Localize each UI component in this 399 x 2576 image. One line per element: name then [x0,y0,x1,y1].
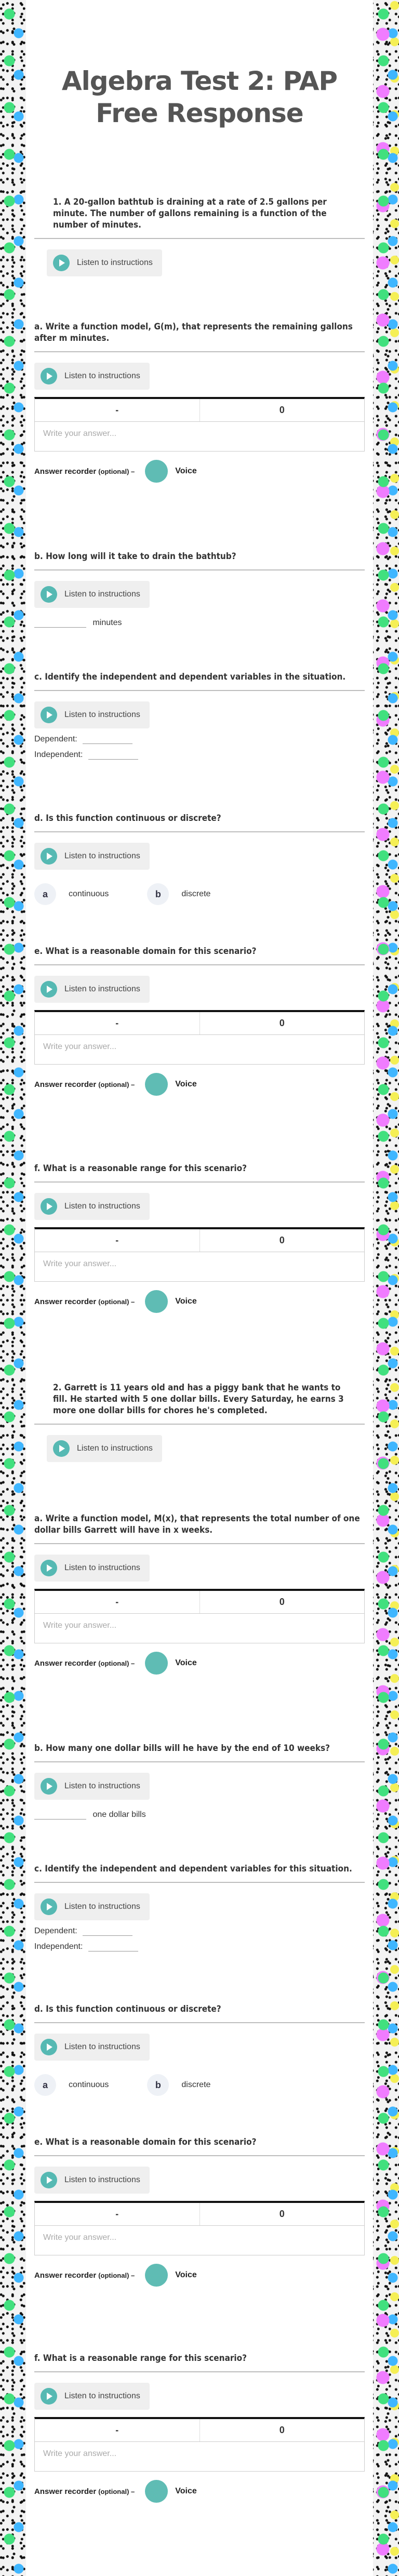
choice-letter: a [34,883,56,905]
question-text-start: f. What is a reasonable [34,1163,140,1174]
minus-tool[interactable]: - [115,1597,119,1607]
listen-button[interactable] [34,581,150,608]
listen-button[interactable] [34,701,150,728]
question-2c [34,1863,365,1951]
divider [34,964,365,965]
question-1d-text: d. Is this function continuous or discrete? [34,813,221,824]
question-1e [34,946,365,1096]
listen-button[interactable] [34,976,150,1003]
recorder-label: Answer recorder [34,1297,97,1306]
independent-row [34,750,365,760]
listen-label: Listen to instructions [64,1782,140,1790]
independent-label: Independent: [34,1942,83,1951]
problem-2-intro [34,1382,365,1462]
question-2d [34,2003,365,2096]
record-voice-button[interactable] [145,2264,168,2287]
choice-label: discrete [181,889,211,898]
voice-label: Voice [175,2270,197,2279]
header [0,0,399,187]
answer-recorder [34,1652,365,1675]
zero-tool[interactable]: 0 [200,1012,365,1034]
dependent-row [34,1927,365,1936]
math-answer-box[interactable] [34,1227,365,1282]
answer-recorder [34,1290,365,1313]
question-2d-text: d. Is this function continuous or discrete? [34,2004,221,2014]
listen-button[interactable] [34,363,150,390]
question-2a-text: a. Write a function model, M(x), that represents the total number of one dollar bills Garrett will have in x weeks. [34,1513,360,1535]
play-icon [53,1440,70,1457]
question-keyword: range [140,1163,166,1174]
recorder-label: Answer recorder [34,2270,97,2280]
choice-label: discrete [181,2080,211,2089]
question-text-end: for this scenario? [176,946,257,957]
divider [34,1181,365,1183]
divider [34,569,365,570]
question-2b-text: b. How many one dollar bills will he have by the end of 10 weeks? [34,1743,330,1754]
question-1d [34,813,365,905]
record-voice-button[interactable] [145,2480,168,2503]
play-icon [41,1560,57,1576]
play-icon [41,2172,57,2188]
recorder-optional: (optional) – [98,1080,135,1088]
dependent-blank[interactable] [83,735,132,744]
answer-blank[interactable] [34,617,86,628]
question-1a-text: a. Write a function model, G(m), that represents the remaining gallons after m minutes. [34,322,353,343]
question-1f [34,1163,365,1313]
divider [34,690,365,691]
math-toolbar [35,1229,364,1252]
answer-recorder [34,2264,365,2287]
answer-unit: one dollar bills [92,1810,146,1819]
zero-tool[interactable]: 0 [200,1591,365,1613]
answer-input[interactable]: Write your answer... [43,1621,117,1630]
answer-input[interactable]: Write your answer... [43,2233,117,2242]
answer-unit: minutes [92,618,122,627]
question-keyword: domain [142,2137,176,2147]
answer-input[interactable]: Write your answer... [43,1042,117,1051]
divider [34,2155,365,2156]
listen-label: Listen to instructions [64,1902,140,1911]
question-text-start: e. What is a reasonable [34,2137,143,2147]
question-1f-text [34,1163,365,1174]
listen-label: Listen to instructions [64,1202,140,1211]
answer-input[interactable]: Write your answer... [43,429,117,438]
question-2e [34,2136,365,2287]
play-icon [41,2039,57,2055]
problem-1-intro [34,196,365,276]
voice-label: Voice [175,1658,197,1667]
zero-tool[interactable]: 0 [200,2203,365,2225]
question-2c-text: c. Identify the independent and dependent variables for this situation. [34,1864,352,1874]
question-1a [34,321,365,483]
record-voice-button[interactable] [145,1290,168,1313]
record-voice-button[interactable] [145,1652,168,1675]
question-keyword: range [140,2353,166,2363]
listen-button[interactable] [34,843,150,870]
recorder-optional: (optional) – [98,1297,135,1306]
play-icon [41,368,57,384]
answer-recorder [34,2480,365,2503]
recorder-optional: (optional) – [98,467,135,475]
independent-blank[interactable] [88,750,138,760]
zero-tool[interactable]: 0 [200,399,365,421]
math-answer-box[interactable] [34,397,365,452]
question-1c [34,671,365,760]
listen-label: Listen to instructions [64,2175,140,2184]
recorder-optional: (optional) – [98,2487,135,2495]
answer-row [34,617,365,628]
problem-2-text: 2. Garrett is 11 years old and has a piggy bank that he wants to fill. He started with 5 one dollar bills. Every Saturday, he earns 3 more one dollar bills for chores he's completed. [53,1383,344,1416]
math-answer-box[interactable] [34,2417,365,2472]
minus-tool[interactable]: - [115,2425,119,2435]
dependent-label: Dependent: [34,735,77,743]
answer-blank[interactable] [34,1809,86,1820]
question-text-start: f. What is a reasonable [34,2353,140,2363]
listen-button[interactable] [34,1893,150,1920]
dependent-label: Dependent: [34,1927,77,1935]
play-icon [41,1898,57,1915]
math-toolbar [35,1012,364,1035]
answer-recorder [34,460,365,483]
math-toolbar [35,1591,364,1614]
question-1b-text: b. How long will it take to drain the bathtub? [34,551,236,562]
question-2e-text [34,2136,365,2148]
minus-tool[interactable]: - [115,1235,119,1245]
math-toolbar [35,399,364,422]
play-icon [41,707,57,723]
voice-label: Voice [175,467,197,475]
choice-letter: a [34,2074,56,2096]
math-answer-box[interactable] [34,1010,365,1065]
listen-label: Listen to instructions [64,2042,140,2051]
listen-button[interactable] [34,2167,150,2194]
math-toolbar [35,2419,364,2442]
divider [34,1424,365,1425]
question-text-start: e. What is a reasonable [34,946,143,957]
recorder-label: Answer recorder [34,467,97,476]
question-keyword: domain [142,946,176,957]
question-2f-text [34,2353,365,2364]
voice-label: Voice [175,2487,197,2495]
question-2a [34,1513,365,1675]
play-icon [53,255,70,271]
divider [34,1543,365,1544]
math-answer-box[interactable] [34,1589,365,1643]
question-text-end: for this scenario? [166,2353,247,2363]
listen-button[interactable] [47,249,162,276]
answer-input[interactable]: Write your answer... [43,2449,117,2458]
listen-button[interactable] [47,1435,162,1462]
listen-label: Listen to instructions [64,2392,140,2400]
recorder-label: Answer recorder [34,1080,97,1089]
record-voice-button[interactable] [145,460,168,483]
listen-button[interactable] [34,1555,150,1582]
recorder-optional: (optional) – [98,1659,135,1667]
listen-label: Listen to instructions [64,852,140,860]
problem-1-text: 1. A 20-gallon bathtub is draining at a rate of 2.5 gallons per minute. The number of gallons remaining is a function of the number of minutes. [53,197,327,230]
listen-button[interactable] [34,1773,150,1800]
question-2f [34,2353,365,2503]
listen-label: Listen to instructions [64,710,140,719]
question-1b [34,551,365,628]
page-title: Algebra Test 2: PAP Free Response [61,66,338,128]
choice-label: continuous [69,889,109,898]
record-voice-button[interactable] [145,1073,168,1096]
play-icon [41,1198,57,1215]
divider [34,831,365,832]
choice-label: continuous [69,2080,109,2089]
play-icon [41,2388,57,2405]
divider [34,238,365,239]
choice-letter: b [147,883,169,905]
play-icon [41,848,57,865]
question-1c-text: c. Identify the independent and dependent variables in the situation. [34,672,346,682]
voice-label: Voice [175,1080,197,1088]
math-answer-box[interactable] [34,2201,365,2255]
question-text-end: for this scenario? [176,2137,257,2147]
math-toolbar [35,2203,364,2226]
minus-tool[interactable]: - [115,405,119,415]
independent-row [34,1942,365,1951]
choice-letter: b [147,2074,169,2096]
listen-label: Listen to instructions [64,985,140,993]
listen-button[interactable] [34,2383,150,2410]
divider [34,2022,365,2023]
choice-discrete[interactable] [147,2074,210,2096]
minus-tool[interactable]: - [115,1018,119,1028]
answer-input[interactable]: Write your answer... [43,1259,117,1268]
choice-continuous[interactable] [34,883,109,905]
dependent-row [34,735,365,744]
recorder-optional: (optional) – [98,2271,135,2279]
zero-tool[interactable]: 0 [200,1229,365,1252]
play-icon [41,1778,57,1795]
play-icon [41,586,57,603]
listen-button[interactable] [34,1193,150,1220]
recorder-label: Answer recorder [34,1658,97,1668]
listen-label: Listen to instructions [77,258,153,267]
independent-label: Independent: [34,750,83,759]
independent-blank[interactable] [88,1942,138,1951]
listen-label: Listen to instructions [64,1563,140,1572]
choice-group [34,2074,365,2096]
answer-recorder [34,1073,365,1096]
listen-label: Listen to instructions [64,590,140,599]
choice-continuous[interactable] [34,2074,109,2096]
play-icon [41,981,57,998]
listen-label: Listen to instructions [64,371,140,380]
question-1e-text [34,946,365,957]
listen-label: Listen to instructions [77,1444,153,1453]
divider [34,2371,365,2372]
dependent-blank[interactable] [83,1927,132,1936]
answer-row [34,1809,365,1820]
question-2b [34,1743,365,1820]
title-box [45,58,354,136]
divider [34,1882,365,1883]
minus-tool[interactable]: - [115,2209,119,2219]
voice-label: Voice [175,1297,197,1306]
divider [34,1761,365,1762]
recorder-label: Answer recorder [34,2487,97,2496]
listen-button[interactable] [34,2034,150,2061]
question-text-end: for this scenario? [166,1163,247,1174]
choice-discrete[interactable] [147,883,210,905]
choice-group [34,883,365,905]
zero-tool[interactable]: 0 [200,2419,365,2441]
divider [34,351,365,352]
